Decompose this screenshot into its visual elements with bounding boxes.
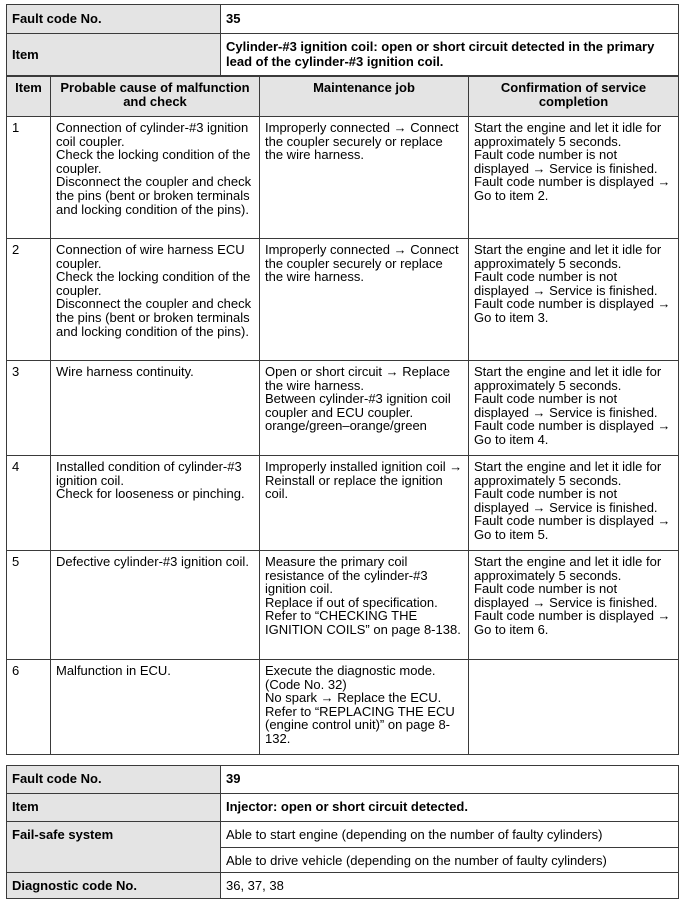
diagnostic-table bbox=[6, 76, 679, 755]
row-number: 2 bbox=[7, 239, 51, 361]
row-confirmation: Start the engine and let it idle for approximately 5 seconds. Fault code number is not displayed → Service is finished. Fault code number is displayed → Go to item 3. bbox=[469, 239, 679, 361]
item-description: Injector: open or short circuit detected. bbox=[221, 794, 679, 822]
table-row bbox=[7, 239, 679, 361]
row-cause: Wire harness continuity. bbox=[51, 361, 260, 456]
table-row bbox=[7, 117, 679, 239]
failsafe-label: Fail-safe system bbox=[7, 822, 221, 873]
row-confirmation: Start the engine and let it idle for approximately 5 seconds. Fault code number is not displayed → Service is finished. Fault code number is displayed → Go to item 4. bbox=[469, 361, 679, 456]
table-row bbox=[7, 361, 679, 456]
row-cause: Connection of cylinder-#3 ignition coil coupler. Check the locking condition of the coupler. Disconnect the coupler and check the pins (bent or broken terminals and locking condition of the pins). bbox=[51, 117, 260, 239]
row-job: Improperly installed ignition coil → Reinstall or replace the ignition coil. bbox=[260, 456, 469, 551]
table-row bbox=[7, 660, 679, 755]
header-item: Item bbox=[7, 77, 51, 117]
failsafe-start: Able to start engine (depending on the number of faulty cylinders) bbox=[221, 822, 679, 848]
row-number: 5 bbox=[7, 551, 51, 660]
row-number: 4 bbox=[7, 456, 51, 551]
fault-code-value: 39 bbox=[221, 766, 679, 794]
row-cause: Defective cylinder-#3 ignition coil. bbox=[51, 551, 260, 660]
header-cause: Probable cause of malfunction and check bbox=[51, 77, 260, 117]
row-job: Improperly connected → Connect the coupler securely or replace the wire harness. bbox=[260, 239, 469, 361]
table-row bbox=[7, 456, 679, 551]
row-confirmation: Start the engine and let it idle for approximately 5 seconds. Fault code number is not displayed → Service is finished. Fault code number is displayed → Go to item 5. bbox=[469, 456, 679, 551]
row-job: Execute the diagnostic mode. (Code No. 32) No spark → Replace the ECU. Refer to “REPLACING THE ECU (engine control unit)” on page 8-132. bbox=[260, 660, 469, 755]
row-number: 1 bbox=[7, 117, 51, 239]
row-cause: Connection of wire harness ECU coupler. Check the locking condition of the coupler. Disconnect the coupler and check the pins (bent or broken terminals and locking condition of the pins). bbox=[51, 239, 260, 361]
fault-39-table bbox=[6, 765, 679, 899]
fault-code-label: Fault code No. bbox=[7, 5, 221, 34]
item-label: Item bbox=[7, 794, 221, 822]
header-job: Maintenance job bbox=[260, 77, 469, 117]
fault-code-label: Fault code No. bbox=[7, 766, 221, 794]
row-number: 6 bbox=[7, 660, 51, 755]
row-cause: Malfunction in ECU. bbox=[51, 660, 260, 755]
row-number: 3 bbox=[7, 361, 51, 456]
row-job: Improperly connected → Connect the coupler securely or replace the wire harness. bbox=[260, 117, 469, 239]
fault-code-value: 35 bbox=[221, 5, 679, 34]
diagnostic-code-value: 36, 37, 38 bbox=[221, 873, 679, 899]
table-row bbox=[7, 551, 679, 660]
header-confirmation: Confirmation of service completion bbox=[469, 77, 679, 117]
item-description: Cylinder-#3 ignition coil: open or short circuit detected in the primary lead of the cylinder-#3 ignition coil. bbox=[221, 34, 679, 76]
fault-35-header-table bbox=[6, 4, 679, 76]
row-confirmation: Start the engine and let it idle for approximately 5 seconds. Fault code number is not displayed → Service is finished. Fault code number is displayed → Go to item 2. bbox=[469, 117, 679, 239]
diagnostic-code-label: Diagnostic code No. bbox=[7, 873, 221, 899]
row-confirmation bbox=[469, 660, 679, 755]
row-job: Open or short circuit → Replace the wire harness. Between cylinder-#3 ignition coil coupler and ECU coupler. orange/green–orange/green bbox=[260, 361, 469, 456]
page bbox=[6, 4, 678, 899]
row-job: Measure the primary coil resistance of the cylinder-#3 ignition coil. Replace if out of specification. Refer to “CHECKING THE IGNITION COILS” on page 8-138. bbox=[260, 551, 469, 660]
row-confirmation: Start the engine and let it idle for approximately 5 seconds. Fault code number is not displayed → Service is finished. Fault code number is displayed → Go to item 6. bbox=[469, 551, 679, 660]
item-label: Item bbox=[7, 34, 221, 76]
row-cause: Installed condition of cylinder-#3 ignition coil. Check for looseness or pinching. bbox=[51, 456, 260, 551]
failsafe-drive: Able to drive vehicle (depending on the number of faulty cylinders) bbox=[221, 848, 679, 873]
